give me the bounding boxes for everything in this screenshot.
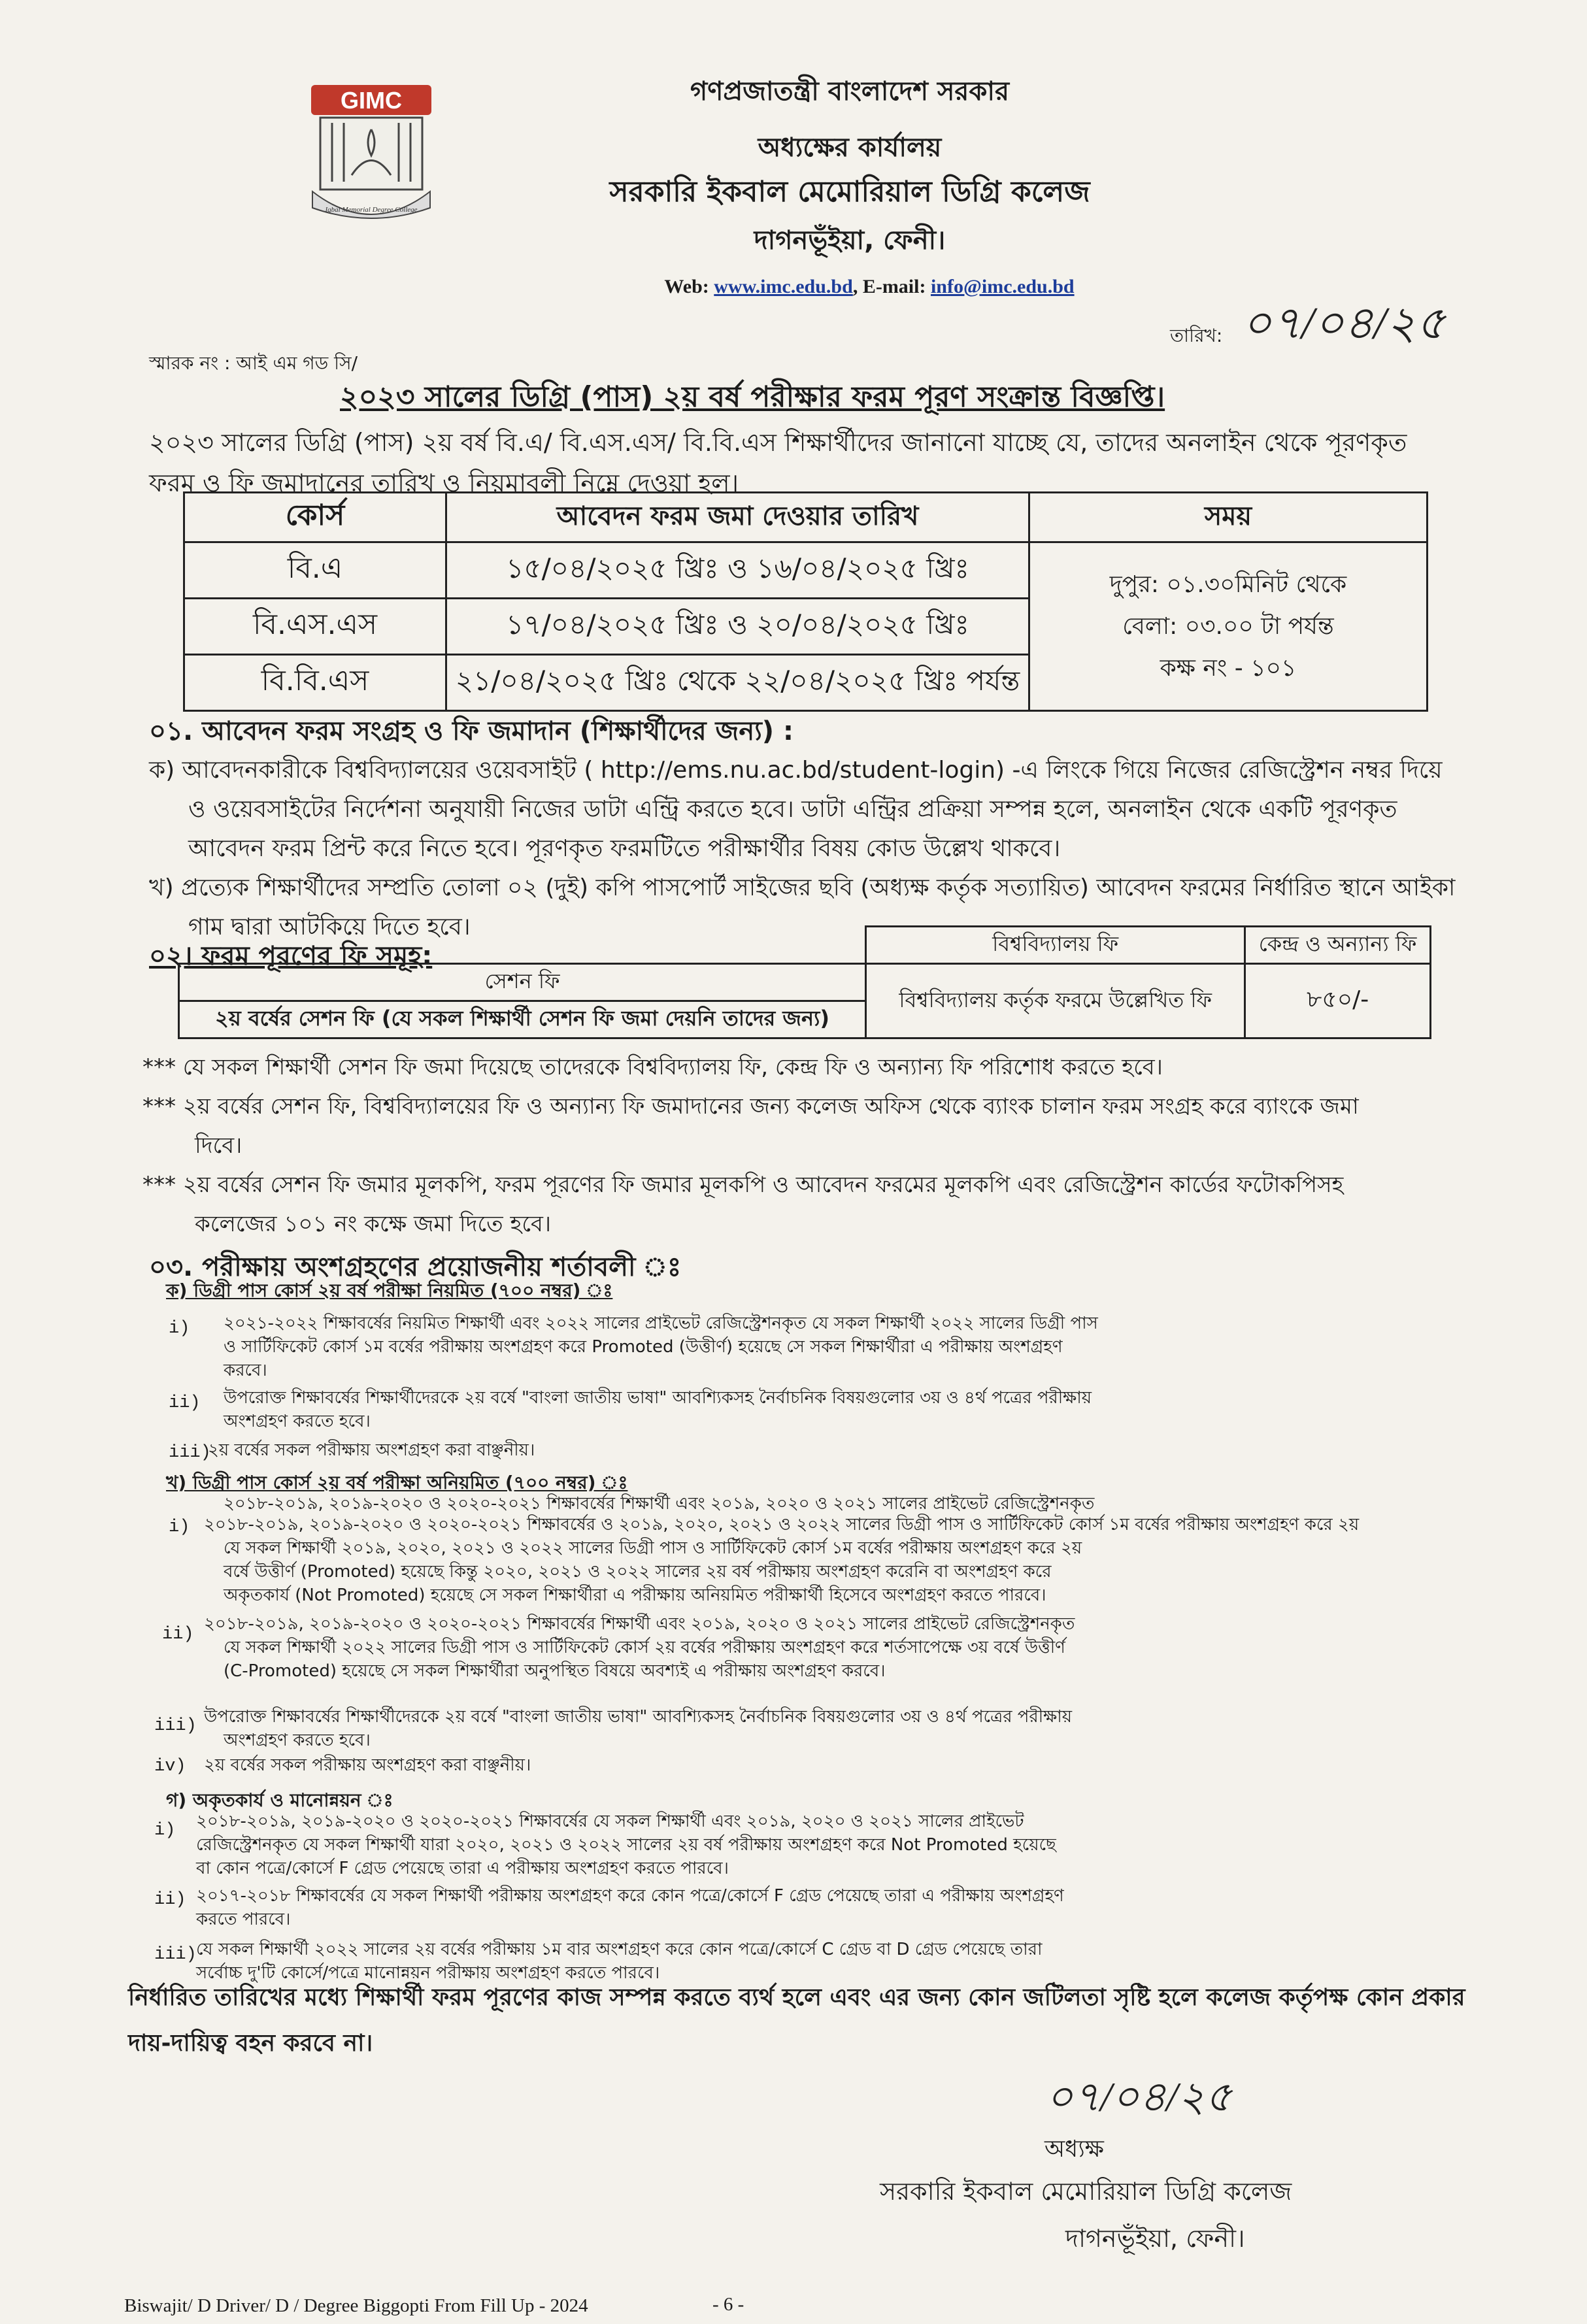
- condition-line: ২০১৮-২০১৯, ২০১৯-২০২০ ও ২০২০-২০২১ শিক্ষাবর্ষের শিক্ষার্থী এবং ২০১৯, ২০২০ ও ২০২১ সালের প্রাইভেট রেজিস্ট্রেশনকৃত: [224, 1494, 1095, 1514]
- section1-line: খ) প্রত্যেক শিক্ষার্থীদের সম্প্রতি তোলা ০২ (দুই) কপি পাসপোর্ট সাইজের ছবি (অধ্যক্ষ কর্তৃক সত্যায়িত) আবেদন ফরমের নির্ধারিত স্থানে আইকা: [149, 874, 1456, 901]
- date-header: আবেদন ফরম জমা দেওয়ার তারিখ: [446, 493, 1029, 542]
- fee-note: কলেজের ১০১ নং কক্ষে জমা দিতে হবে।: [195, 1211, 552, 1237]
- memo-number: স্মারক নং : আই এম গড সি/: [149, 352, 358, 374]
- closing-line: দায়-দায়িত্ব বহন করবে না।: [128, 2030, 373, 2057]
- room-number: কক্ষ নং - ১০১: [1160, 654, 1297, 682]
- fee-university-value: বিশ্ববিদ্যালয় কর্তৃক ফরমে উল্লেখিত ফি: [866, 964, 1245, 1038]
- condition-line: বর্ষে উত্তীর্ণ (Promoted) হয়েছে কিন্তু ২০২০, ২০২১ ও ২০২২ সালের ২য় বর্ষ পরীক্ষায় অংশগ্রহণ করেনি বা অংশগ্রহণ করে: [224, 1562, 1052, 1582]
- time-header: সময়: [1029, 493, 1427, 542]
- handwritten-date: ০৭/০৪/২৫: [1242, 299, 1446, 349]
- fee-header-session: সেশন ফি: [179, 964, 866, 1001]
- course-name: বি.এ: [184, 542, 446, 599]
- item-number: ii): [169, 1393, 201, 1413]
- condition-line: ২০১৮-২০১৯, ২০১৯-২০২০ ও ২০২০-২০২১ শিক্ষাবর্ষের ও ২০১৯, ২০২০, ২০২১ ও ২০২২ সালের ডিগ্রী পাস ও সার্টিফিকেট কোর্স ১ম বর্ষের পরীক্ষায় অংশগ্রহণ করে ২য়: [204, 1515, 1360, 1535]
- item-number: iii): [154, 1945, 197, 1965]
- item-number: i): [154, 1821, 176, 1840]
- item-number: iii): [169, 1443, 211, 1463]
- fail-improvement-heading: গ) অকৃতকার্য ও মানোন্নয়ন ঃ: [166, 1789, 393, 1811]
- section1-line: গাম দ্বারা আটকিয়ে দিতে হবে।: [188, 914, 471, 940]
- email-label: , E-mail:: [852, 276, 926, 297]
- condition-line: যে সকল শিক্ষার্থী ২০১৯, ২০২০, ২০২১ ও ২০২২ সালের ডিগ্রী পাস ও সার্টিফিকেট কোর্স ১ম বর্ষের পরীক্ষায় অংশগ্রহণ করে ২য়: [224, 1538, 1082, 1558]
- condition-line: যে সকল শিক্ষার্থী ২০২২ সালের ডিগ্রী পাস ও সার্টিফিকেট কোর্স ২য় বর্ষের পরীক্ষায় অংশগ্রহণ করে শর্তসাপেক্ষে ৩য় বর্ষে উত্তীর্ণ: [224, 1638, 1065, 1657]
- item-number: i): [169, 1319, 190, 1338]
- email-link[interactable]: info@imc.edu.bd: [930, 276, 1075, 297]
- govt-line: গণপ্রজাতন্ত্রী বাংলাদেশ সরকার: [690, 76, 1009, 107]
- item-number: iii): [154, 1716, 197, 1736]
- course-dates: ২১/০৪/২০২৫ খ্রিঃ থেকে ২২/০৪/২০২৫ খ্রিঃ পর্যন্ত: [446, 655, 1029, 711]
- page-number: - 6 -: [712, 2294, 744, 2315]
- signature-college: সরকারি ইকবাল মেমোরিয়াল ডিগ্রি কলেজ: [880, 2177, 1292, 2206]
- section1-line: ক) আবেদনকারীকে বিশ্ববিদ্যালয়ের ওয়েবসাইট ( http://ems.nu.ac.bd/student-login) -এ লিংকে গিয়ে নিজের রেজিস্ট্রেশন নম্বর দিয়ে: [149, 757, 1443, 784]
- condition-line: করবে।: [224, 1361, 267, 1380]
- logo-text: GIMC: [341, 87, 402, 114]
- condition-line: ২য় বর্ষের সকল পরীক্ষায় অংশগ্রহণ করা বাঞ্ছনীয়।: [208, 1440, 535, 1460]
- condition-line: (C-Promoted) হয়েছে সে সকল শিক্ষার্থীরা অনুপস্থিত বিষয়ে অবশ্যই এ পরীক্ষায় অংশগ্রহণ করবে।: [224, 1661, 886, 1681]
- condition-line: অকৃতকার্য (Not Promoted) হয়েছে সে সকল শিক্ষার্থীরা এ পরীক্ষায় অনিয়মিত পরীক্ষার্থী হিসেবে অংশগ্রহণ করতে পারবে।: [224, 1585, 1046, 1605]
- fee-header-university: বিশ্ববিদ্যালয় ফি: [866, 927, 1245, 964]
- signature-title: অধ্যক্ষ: [1044, 2136, 1104, 2163]
- course-name: বি.এস.এস: [184, 599, 446, 655]
- condition-line: ২য় বর্ষের সকল পরীক্ষায় অংশগ্রহণ করা বাঞ্ছনীয়।: [204, 1755, 531, 1775]
- time-end: বেলা: ০৩.০০ টা পর্যন্ত: [1122, 612, 1334, 640]
- condition-line: ২০১৭-২০১৮ শিক্ষাবর্ষের যে সকল শিক্ষার্থী পরীক্ষায় অংশগ্রহণ করে কোন পত্রে/কোর্সে F গ্রেড পেয়েছে তারা এ পরীক্ষায় অংশগ্রহণ: [196, 1886, 1064, 1906]
- fee-note: *** ২য় বর্ষের সেশন ফি জমার মূলকপি, ফরম পূরণের ফি জমার মূলকপি ও আবেদন ফরমের মূলকপি এবং রেজিস্ট্রেশন কার্ডের ফটোকপিসহ: [142, 1172, 1344, 1198]
- footer-file-reference: Biswajit/ D Driver/ D / Degree Biggopti From Fill Up - 2024: [124, 2295, 588, 2316]
- condition-line: সর্বোচ্চ দু'টি কোর্সে/পত্রে মানোন্নয়ন পরীক্ষায় অংশগ্রহণ করতে পারবে।: [196, 1963, 660, 1983]
- item-number: ii): [162, 1625, 194, 1644]
- fee-centre-value: ৮৫০/-: [1245, 964, 1431, 1038]
- condition-line: ২০২১-২০২২ শিক্ষাবর্ষের নিয়মিত শিক্ষার্থী এবং ২০২২ সালের প্রাইভেট রেজিস্ট্রেশনকৃত যে সকল শিক্ষার্থী ২০২২ সালের ডিগ্রী পাস: [224, 1314, 1098, 1333]
- closing-line: নির্ধারিত তারিখের মধ্যে শিক্ষার্থী ফরম পূরণের কাজ সম্পন্ন করতে ব্যর্থ হলে এবং এর জন্য কোন জটিলতা সৃষ্টি হলে কলেজ কর্তৃপক্ষ কোন প্রকার: [128, 1984, 1465, 2011]
- section1-line: ও ওয়েবসাইটের নির্দেশনা অনুযায়ী নিজের ডাটা এন্ট্রি করতে হবে। ডাটা এন্ট্রির প্রক্রিয়া সম্পন্ন হলে, অনলাইন থেকে একটি পূরণকৃত: [188, 796, 1397, 823]
- section1-heading: ০১. আবেদন ফরম সংগ্রহ ও ফি জমাদান (শিক্ষার্থীদের জন্য) :: [149, 716, 794, 746]
- fee-note: দিবে।: [195, 1133, 242, 1159]
- condition-line: বা কোন পত্রে/কোর্সে F গ্রেড পেয়েছে তারা এ পরীক্ষায় অংশগ্রহণ করতে পারবে।: [196, 1859, 729, 1878]
- condition-line: ২০১৮-২০১৯, ২০১৯-২০২০ ও ২০২০-২০২১ শিক্ষাবর্ষের শিক্ষার্থী এবং ২০১৯, ২০২০ ও ২০২১ সালের প্রাইভেট রেজিস্ট্রেশনকৃত: [204, 1614, 1075, 1634]
- web-label: Web:: [664, 276, 709, 297]
- signature-date: ০৭/০৪/২৫: [1046, 2074, 1233, 2120]
- regular-heading: ক) ডিগ্রী পাস কোর্স ২য় বর্ষ পরীক্ষা নিয়মিত (৭০০ নম্বর) ঃ: [166, 1280, 613, 1301]
- time-start: দুপুর: ০১.৩০মিনিট থেকে: [1109, 571, 1347, 598]
- item-number: iv): [154, 1757, 186, 1776]
- date-label: তারিখ:: [1170, 325, 1223, 346]
- notice-title: ২০২৩ সালের ডিগ্রি (পাস) ২য় বর্ষ পরীক্ষার ফরম পূরণ সংক্রান্ত বিজ্ঞপ্তি।: [340, 380, 1165, 414]
- contact-line: [510, 276, 1229, 298]
- condition-line: অংশগ্রহণ করতে হবে।: [224, 1731, 371, 1750]
- schedule-row: [184, 542, 1428, 599]
- fee-note: *** ২য় বর্ষের সেশন ফি, বিশ্ববিদ্যালয়ের ফি ও অন্যান্য ফি জমাদানের জন্য কলেজ অফিস থেকে ব্যাংক চালান ফরম সংগ্রহ করে ব্যাংকে জমা: [142, 1093, 1359, 1120]
- time-cell: [1029, 542, 1427, 711]
- signature-place: দাগনভূঁইয়া, ফেনী।: [1065, 2224, 1245, 2253]
- office-line: অধ্যক্ষের কার্যালয়: [758, 133, 942, 163]
- item-number: ii): [154, 1890, 186, 1910]
- condition-line: ২০১৮-২০১৯, ২০১৯-২০২০ ও ২০২০-২০২১ শিক্ষাবর্ষের যে সকল শিক্ষার্থী এবং ২০১৯, ২০২০ ও ২০২১ সালের প্রাইভেট: [196, 1812, 1024, 1831]
- condition-line: ও সার্টিফিকেট কোর্স ১ম বর্ষের পরীক্ষায় অংশগ্রহণ করে Promoted (উত্তীর্ণ) হয়েছে সে সকল শিক্ষার্থীরা এ পরীক্ষায় অংশগ্রহণ: [224, 1337, 1063, 1357]
- logo-caption: Iqbal Memorial Degree College: [325, 206, 418, 214]
- condition-line: যে সকল শিক্ষার্থী ২০২২ সালের ২য় বর্ষের পরীক্ষায় ১ম বার অংশগ্রহণ করে কোন পত্রে/কোর্সে C গ্রেড বা D গ্রেড পেয়েছে তারা: [196, 1940, 1043, 1959]
- college-logo: [306, 84, 437, 229]
- college-name: সরকারি ইকবাল মেমোরিয়াল ডিগ্রি কলেজ: [609, 175, 1090, 208]
- item-number: i): [169, 1518, 190, 1537]
- college-location: দাগনভূঁইয়া, ফেনী।: [754, 225, 946, 256]
- course-name: বি.বি.এস: [184, 655, 446, 711]
- course-header: কোর্স: [184, 493, 446, 542]
- condition-line: উপরোক্ত শিক্ষাবর্ষের শিক্ষার্থীদেরকে ২য় বর্ষে "বাংলা জাতীয় ভাষা" আবশ্যিকসহ নৈর্বাচনিক বিষয়গুলোর ৩য় ও ৪র্থ পত্রের পরীক্ষায়: [224, 1388, 1092, 1408]
- irregular-heading: খ) ডিগ্রী পাস কোর্স ২য় বর্ষ পরীক্ষা অনিয়মিত (৭০০ নম্বর) ঃ: [166, 1472, 628, 1493]
- condition-line: অংশগ্রহণ করতে হবে।: [224, 1412, 371, 1431]
- section2-heading: ০২। ফরম পূরণের ফি সমূহ:: [149, 941, 433, 971]
- intro-line-1: ২০২৩ সালের ডিগ্রি (পাস) ২য় বর্ষ বি.এ/ বি.এস.এস/ বি.বি.এস শিক্ষার্থীদের জানানো যাচ্ছে যে, তাদের অনলাইন থেকে পূরণকৃত: [149, 428, 1407, 457]
- condition-line: করতে পারবে।: [196, 1910, 291, 1929]
- condition-line: উপরোক্ত শিক্ষাবর্ষের শিক্ষার্থীদেরকে ২য় বর্ষে "বাংলা জাতীয় ভাষা" আবশ্যিকসহ নৈর্বাচনিক বিষয়গুলোর ৩য় ও ৪র্থ পত্রের পরীক্ষায়: [204, 1707, 1073, 1727]
- section3-heading: ০৩. পরীক্ষায় অংশগ্রহণের প্রয়োজনীয় শর্তাবলী ঃ: [149, 1252, 682, 1282]
- fee-table: [178, 925, 1431, 1039]
- intro-line-2: ফরম ও ফি জমাদানের তারিখ ও নিয়মাবলী নিম্নে দেওয়া হল।: [149, 469, 739, 497]
- course-dates: ১৭/০৪/২০২৫ খ্রিঃ ও ২০/০৪/২০২৫ খ্রিঃ: [446, 599, 1029, 655]
- fee-session-value: ২য় বর্ষের সেশন ফি (যে সকল শিক্ষার্থী সেশন ফি জমা দেয়নি তাদের জন্য): [179, 1001, 866, 1038]
- schedule-table: [183, 491, 1428, 712]
- web-link[interactable]: www.imc.edu.bd: [714, 276, 853, 297]
- course-dates: ১৫/০৪/২০২৫ খ্রিঃ ও ১৬/০৪/২০২৫ খ্রিঃ: [446, 542, 1029, 599]
- fee-note: *** যে সকল শিক্ষার্থী সেশন ফি জমা দিয়েছে তাদেরকে বিশ্ববিদ্যালয় ফি, কেন্দ্র ফি ও অন্যান্য ফি পরিশোধ করতে হবে।: [142, 1054, 1163, 1080]
- condition-line: রেজিস্ট্রেশনকৃত যে সকল শিক্ষার্থী যারা ২০২০, ২০২১ ও ২০২২ সালের ২য় বর্ষ পরীক্ষায় অংশগ্রহণ করে Not Promoted হয়েছে: [196, 1835, 1056, 1855]
- fee-header-centre: কেন্দ্র ও অন্যান্য ফি: [1245, 927, 1431, 964]
- section1-line: আবেদন ফরম প্রিন্ট করে নিতে হবে। পূরণকৃত ফরমটিতে পরীক্ষার্থীর বিষয় কোড উল্লেখ থাকবে।: [188, 835, 1061, 862]
